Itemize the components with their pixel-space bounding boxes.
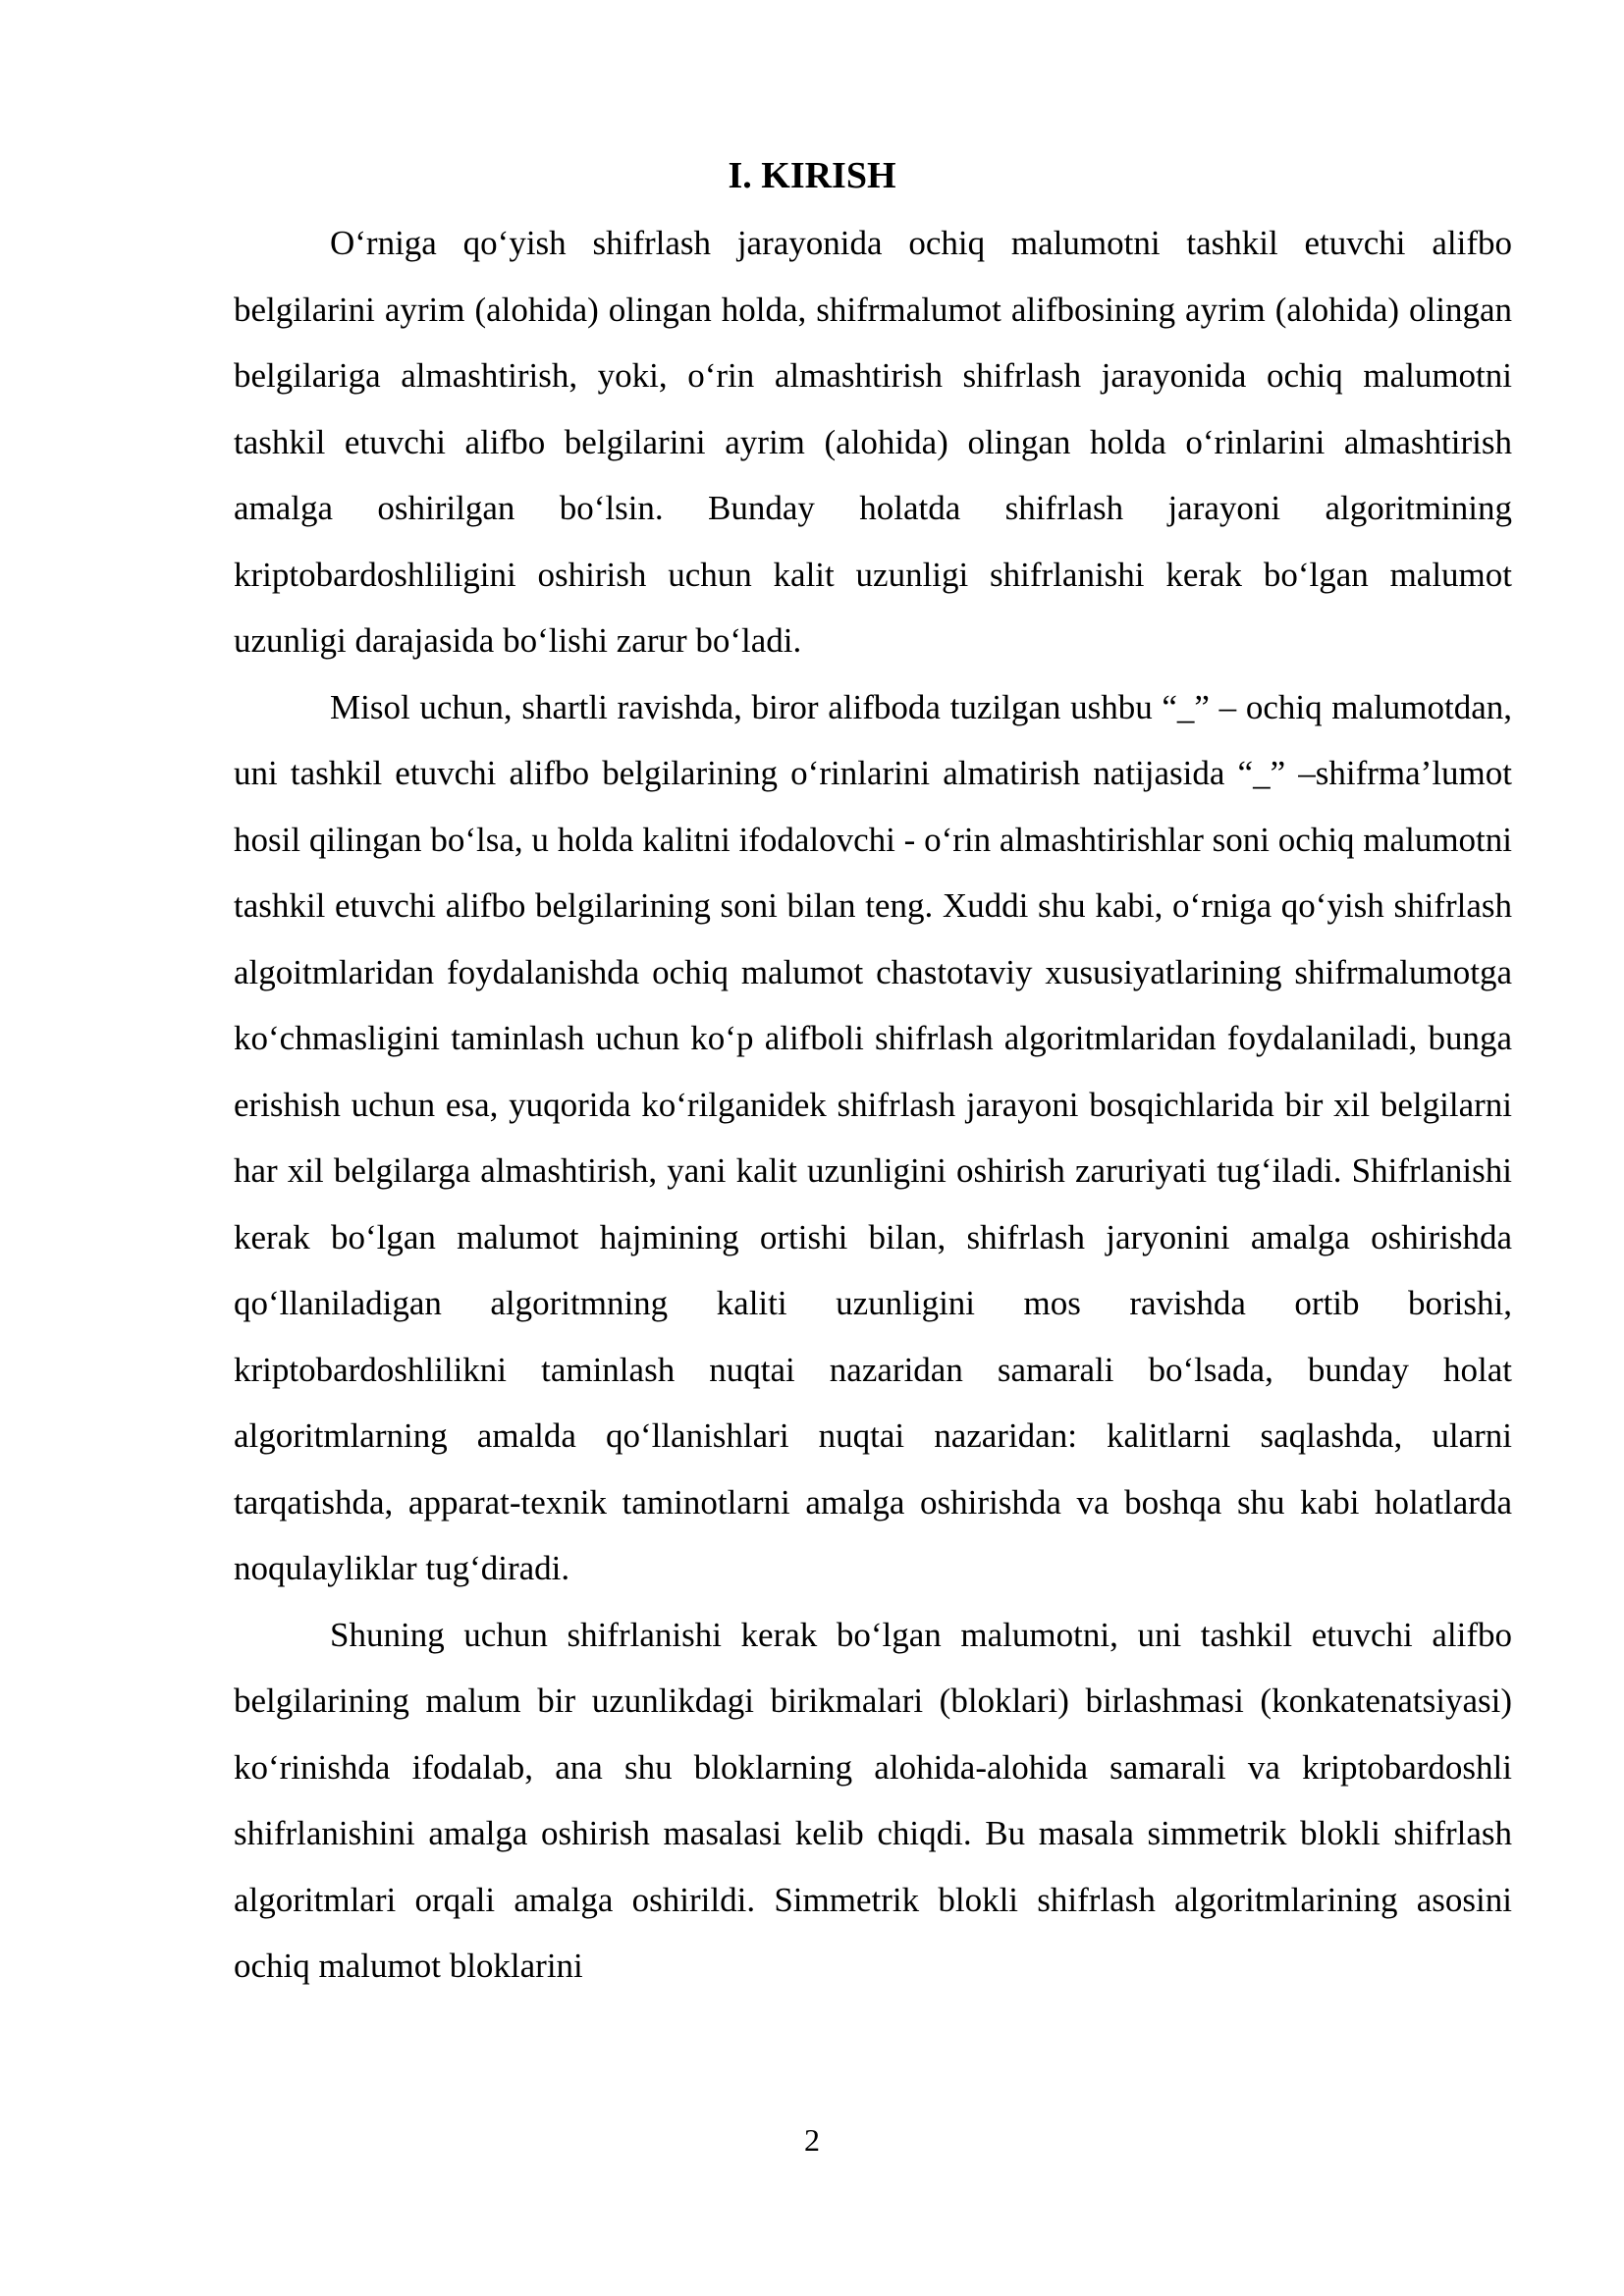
section-heading: I. KIRISH <box>728 155 896 196</box>
paragraph-2: Misol uchun, shartli ravishda, biror alifboda tuzilgan ushbu “_” – ochiq malumotdan, uni tashkil etuvchi alifbo belgilarining o‘rinlarini almatirish natijasida “_” –shifrma’lumot hosil qilingan bo‘lsa, u holda kalitni ifodalovchi - o‘rin almashtirishlar soni ochiq malumotni tashkil etuvchi alifbo belgilarining soni bilan teng. Xuddi shu kabi, o‘rniga qo‘yish shifrlash algoitmlaridan foydalanishda ochiq malumot chastotaviy xususiyatlarining shifrmalumotga ko‘chmasligini taminlash uchun ko‘p alifboli shifrlash algoritmlaridan foydalaniladi, bunga erishish uchun esa, yuqorida ko‘rilganidek shifrlash jarayoni bosqichlarida bir xil belgilarni har xil belgilarga almashtirish, yani kalit uzunligini oshirish zaruriyati tug‘iladi. Shifrlanishi kerak bo‘lgan malumot hajmining ortishi bilan, shifrlash jaryonini amalga oshirishda qo‘llaniladigan algoritmning kaliti uzunligini mos ravishda ortib borishi, kriptobardoshlilikni taminlash nuqtai nazaridan samarali bo‘lsada, bunday holat algoritmlarning amalda qo‘llanishlari nuqtai nazaridan: kalitlarni saqlashda, ularni tarqatishda, apparat-texnik taminotlarni amalga oshirishda va boshqa shu kabi holatlarda noqulayliklar tug‘diradi. <box>234 687 1512 1587</box>
paragraph-1: O‘rniga qo‘yish shifrlash jarayonida ochiq malumotni tashkil etuvchi alifbo belgilarini ayrim (alohida) olingan holda, shifrmalumot alifbosining ayrim (alohida) olingan belgilariga almashtirish, yoki, o‘rin almashtirish shifrlash jarayonida ochiq malumotni tashkil etuvchi alifbo belgilarini ayrim (alohida) olingan holda o‘rinlarini almashtirish amalga oshirilgan bo‘lsin. Bunday holatda shifrlash jarayoni algoritmining kriptobardoshliligini oshirish uchun kalit uzunligi shifrlanishi kerak bo‘lgan malumot uzunligi darajasida bo‘lishi zarur bo‘ladi. <box>234 224 1512 660</box>
body-text <box>234 210 1512 2000</box>
page-number: 2 <box>804 2122 820 2158</box>
paragraph-3: Shuning uchun shifrlanishi kerak bo‘lgan malumotni, uni tashkil etuvchi alifbo belgilarining malum bir uzunlikdagi birikmalari (bloklari) birlashmasi (konkatenatsiyasi) ko‘rinishda ifodalab, ana shu bloklarning alohida-alohida samarali va kriptobardoshli shifrlanishini amalga oshirish masalasi kelib chiqdi. Bu masala simmetrik blokli shifrlash algoritmlari orqali amalga oshirildi. Simmetrik blokli shifrlash algoritmlarining asosini ochiq malumot bloklarini <box>234 1615 1512 1985</box>
